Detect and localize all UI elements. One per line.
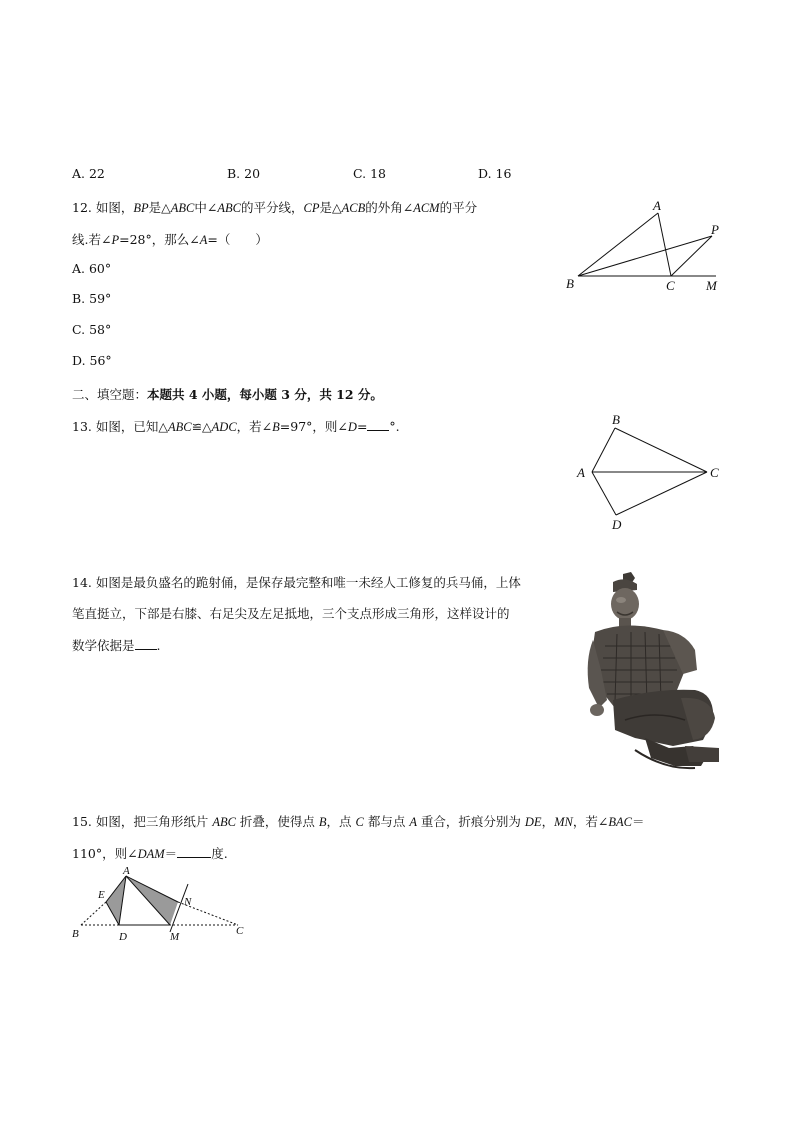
q13-label-c: C	[710, 465, 719, 480]
q13-label-a: A	[577, 465, 585, 480]
q13-figure	[570, 410, 730, 535]
q12-label-b: B	[566, 276, 574, 291]
q12-option-a: A. 60°	[72, 261, 112, 276]
q12-figure	[560, 196, 730, 296]
section-heading-fill-in: 二、填空题：本题共 4 小题，每小题 3 分，共 12 分。	[72, 387, 383, 402]
q15-label-c: C	[236, 925, 244, 937]
q12-option-c: C. 58°	[72, 322, 112, 337]
q15-label-m: M	[170, 931, 180, 943]
q11-option-d: D. 16	[478, 166, 512, 181]
q15-label-a: A	[123, 865, 130, 877]
q15-answer-blank[interactable]	[177, 845, 211, 858]
q13-answer-blank[interactable]	[367, 418, 389, 431]
q12-stem-line2: 线.若∠P=28°，那么∠A=（ ）	[72, 232, 268, 247]
q15-label-d: D	[119, 931, 127, 943]
kneeling-archer-image	[585, 570, 720, 772]
q12-option-b: B. 59°	[72, 291, 112, 306]
q11-option-b: B. 20	[227, 166, 261, 181]
q14-stem-line3: 数学依据是 .	[72, 638, 161, 653]
q12-label-a: A	[653, 198, 661, 213]
q15-label-b: B	[72, 928, 79, 940]
q14-answer-blank[interactable]	[135, 637, 157, 650]
q12-label-m: M	[706, 278, 717, 293]
q13-label-d: D	[612, 517, 622, 532]
q11-option-a: A. 22	[72, 166, 105, 181]
q11-option-c: C. 18	[353, 166, 386, 181]
q12-stem-line1: 12. 如图，BP是△ABC中∠ABC的平分线，CP是△ACB的外角∠ACM的平分	[72, 200, 478, 215]
q15-label-n: N	[184, 896, 192, 908]
q13-label-b: B	[612, 412, 620, 427]
q15-stem-line2: 110°，则∠DAM＝ 度.	[72, 846, 228, 861]
q12-option-d: D. 56°	[72, 353, 112, 368]
q13-stem: 13. 如图，已知△ABC≌△ADC，若∠B=97°，则∠D= °.	[72, 419, 400, 434]
q15-figure	[66, 864, 256, 944]
q15-label-e: E	[98, 889, 105, 901]
q12-label-p: P	[711, 222, 719, 237]
q12-label-c: C	[666, 278, 675, 293]
q15-stem-line1: 15. 如图，把三角形纸片 ABC 折叠，使得点 B，点 C 都与点 A 重合，折痕分别为 DE，MN，若∠BAC＝	[72, 814, 645, 829]
q14-stem-line1: 14. 如图是最负盛名的跪射俑，是保存最完整和唯一未经人工修复的兵马俑，上体	[72, 575, 521, 590]
q14-stem-line2: 笔直挺立，下部是右膝、右足尖及左足抵地，三个支点形成三角形，这样设计的	[72, 606, 510, 621]
